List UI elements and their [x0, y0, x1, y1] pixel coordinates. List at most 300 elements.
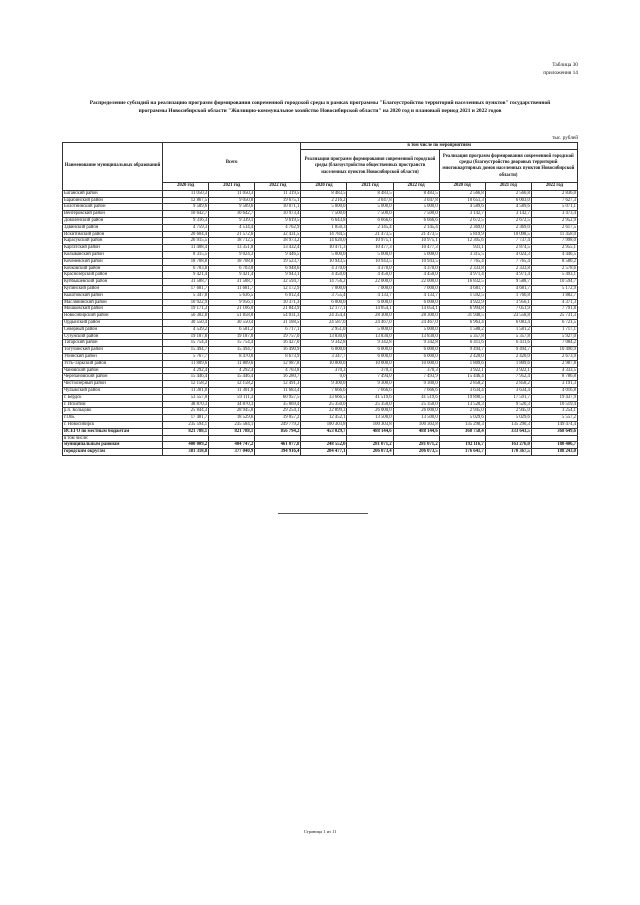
row-value: 33 666,5 — [301, 394, 347, 401]
table-row — [63, 353, 578, 360]
row-value: 6 000,0 — [347, 299, 393, 306]
row-value: 9 494,7 — [439, 347, 485, 354]
row-label: Чулымский район — [63, 387, 163, 394]
row-value: 5 927,0 — [531, 333, 577, 340]
row-value: 12 305,6 — [439, 238, 485, 245]
row-value: 25 350,0 — [301, 401, 347, 408]
row-value: 18 708,8 — [209, 258, 255, 265]
row-value: 9 342,8 — [301, 340, 347, 347]
row-value: 18 973,2 — [255, 238, 301, 245]
row-value: 368 758,4 — [439, 428, 485, 435]
row-value: 10 651,3 — [439, 197, 485, 204]
row-value: 5 357,8 — [485, 333, 531, 340]
row-value — [439, 435, 485, 442]
row-value: 4 133,7 — [347, 292, 393, 299]
row-value: 10 098,5 — [485, 231, 531, 238]
row-value: 20 604,4 — [163, 231, 209, 238]
row-label: Колыванский район — [63, 251, 163, 258]
row-value: 5 819,9 — [439, 231, 485, 238]
row-value: 2 420,0 — [439, 353, 485, 360]
row-value: 6 703,8 — [163, 265, 209, 272]
row-value: 5 636,5 — [209, 292, 255, 299]
row-value: 28 300,0 — [347, 313, 393, 320]
row-value: 5 000,0 — [301, 251, 347, 258]
row-value: 7 952,4 — [485, 374, 531, 381]
row-value: 2 420,0 — [485, 353, 531, 360]
row-value: 4 703,8 — [255, 367, 301, 374]
header-including: в том числе по мероприятиям — [301, 143, 578, 150]
table-row — [63, 272, 578, 279]
table-row — [63, 197, 578, 204]
row-value: 206 073,5 — [393, 449, 439, 456]
year-header: 2020 год — [163, 183, 209, 190]
header-public-spaces: Реализация программ формирования современной городской среды (благоустройство общественных пространств населенных пунктов Новосибирской области) — [301, 150, 439, 183]
row-value: 13 500,0 — [393, 415, 439, 422]
table-body — [63, 190, 578, 455]
table-row — [63, 367, 578, 374]
row-label: г. Бердск — [63, 394, 163, 401]
table-row — [63, 333, 578, 340]
row-value: 14 620,0 — [301, 238, 347, 245]
row-value: 15 494,7 — [209, 347, 255, 354]
table-row — [63, 326, 578, 333]
row-value: 19 171,3 — [163, 306, 209, 313]
header-name: Наименование муниципальных образований — [63, 143, 163, 191]
table-row — [63, 387, 578, 394]
row-value: 192 116,7 — [439, 442, 485, 449]
appendix-label: приложения 14 — [543, 70, 578, 76]
table-row — [63, 231, 578, 238]
row-value: 453 029,7 — [301, 428, 347, 435]
row-value: 25 350,0 — [347, 401, 393, 408]
row-value: 9 494,7 — [485, 347, 531, 354]
row-value: 2 945,0 — [439, 408, 485, 415]
table-row — [63, 204, 578, 211]
row-value: 10 973,4 — [255, 211, 301, 218]
row-label: г. Искитим — [63, 401, 163, 408]
row-value: 19 437,9 — [531, 394, 577, 401]
row-value: 6 666,6 — [347, 218, 393, 225]
table-row — [63, 394, 578, 401]
row-value: 32 594,7 — [255, 279, 301, 286]
row-value: 6 717,1 — [255, 326, 301, 333]
row-value: 4 539,2 — [163, 326, 209, 333]
row-value: 41 519,6 — [393, 394, 439, 401]
row-value: 4 514,4 — [209, 224, 255, 231]
row-value: 7 666,6 — [393, 387, 439, 394]
row-value: 370,3 — [393, 367, 439, 374]
row-value: 2 566,8 — [485, 190, 531, 197]
row-value: 9 446,5 — [255, 251, 301, 258]
year-header: 2021 год — [485, 183, 531, 190]
row-value: 281 071,2 — [347, 442, 393, 449]
row-value: 8 483,5 — [301, 190, 347, 197]
row-value: 7 494,0 — [347, 374, 393, 381]
row-value: 15 446,4 — [209, 374, 255, 381]
row-value: 1 850,3 — [301, 224, 347, 231]
row-value: 4 370,0 — [393, 265, 439, 272]
row-value: 7 791,8 — [531, 306, 577, 313]
row-value: 2 369,0 — [485, 224, 531, 231]
row-value: 4 450,0 — [301, 272, 347, 279]
row-label: Болотнинский район — [63, 204, 163, 211]
row-value: 7 666,6 — [301, 387, 347, 394]
table-row — [63, 347, 578, 354]
row-value: 370,3 — [301, 367, 347, 374]
row-value: 1 588,2 — [439, 326, 485, 333]
row-value: 2 145,4 — [347, 224, 393, 231]
row-value: 54 031,3 — [255, 313, 301, 320]
row-value: 11 809,6 — [163, 360, 209, 367]
row-value: 149 474,4 — [531, 421, 577, 428]
row-value: 8 786,8 — [531, 374, 577, 381]
row-value: 3 473,4 — [531, 211, 577, 218]
table-row — [63, 435, 578, 442]
row-label: Северный район — [63, 326, 163, 333]
row-value: 21 572,6 — [209, 231, 255, 238]
row-value: 10 594,7 — [531, 279, 577, 286]
row-value: 10 477,3 — [347, 245, 393, 252]
row-value: 12 158,2 — [163, 381, 209, 388]
row-label: Ордынский район — [63, 319, 163, 326]
row-value: 9 421,4 — [209, 272, 255, 279]
separator-line — [278, 513, 368, 514]
row-value: 1 592,5 — [439, 292, 485, 299]
row-value: 368 649,6 — [531, 428, 577, 435]
row-value: 2 952,9 — [531, 218, 577, 225]
row-value: 60 957,5 — [255, 394, 301, 401]
row-label: Куйбышевский район — [63, 279, 163, 286]
row-value: 6 643,8 — [301, 218, 347, 225]
row-value: 9 589,6 — [209, 204, 255, 211]
row-value — [209, 435, 255, 442]
row-value: 4 016,8 — [531, 387, 577, 394]
row-value: 281 071,2 — [393, 442, 439, 449]
row-value: 5 000,0 — [393, 204, 439, 211]
row-value: 821 788,1 — [209, 428, 255, 435]
row-value: 11 809,6 — [209, 360, 255, 367]
row-value: 6 994,8 — [439, 306, 485, 313]
row-value: 235 594,1 — [163, 421, 209, 428]
row-value: 18 708,8 — [163, 258, 209, 265]
row-value: 249 779,2 — [255, 421, 301, 428]
row-value: 8 483,5 — [347, 190, 393, 197]
row-value: 5 000,0 — [347, 204, 393, 211]
row-value: 13 830,0 — [347, 333, 393, 340]
row-value: 2 566,8 — [439, 190, 485, 197]
row-label: ВСЕГО по местным бюджетам — [63, 428, 163, 435]
row-value: 5 000,0 — [347, 251, 393, 258]
row-value: 5 357,8 — [439, 333, 485, 340]
row-value: 25 731,3 — [531, 313, 577, 320]
row-label: городским округам — [63, 449, 163, 456]
row-value: 19 057,2 — [255, 415, 301, 422]
row-value: 19 187,8 — [209, 333, 255, 340]
row-value: 10 000,0 — [393, 360, 439, 367]
row-value: 13 830,0 — [393, 333, 439, 340]
row-value: 3 315,5 — [439, 251, 485, 258]
row-value: 4 759,3 — [163, 224, 209, 231]
row-label: Черепановский район — [63, 374, 163, 381]
row-value: 8 673,9 — [255, 353, 301, 360]
table-row — [63, 218, 578, 225]
row-value — [255, 435, 301, 442]
row-value: 2 955,1 — [531, 245, 577, 252]
row-value: 6 000,0 — [347, 347, 393, 354]
row-value: 3 634,4 — [439, 387, 485, 394]
row-value: 2 216,2 — [301, 197, 347, 204]
row-value: 6 666,6 — [393, 218, 439, 225]
row-value: 3 142,7 — [439, 211, 485, 218]
row-label: Маслянинский район — [63, 299, 163, 306]
row-value: 6 000,0 — [301, 299, 347, 306]
year-header: 2021 год — [209, 183, 255, 190]
table-row — [63, 238, 578, 245]
row-value: 10 922,9 — [163, 299, 209, 306]
row-value: 24 587,0 — [301, 319, 347, 326]
row-value: 2 617,5 — [531, 224, 577, 231]
year-header: 2021 год — [347, 183, 393, 190]
row-label: Тогучинский район — [63, 347, 163, 354]
row-value: 22 000,0 — [393, 279, 439, 286]
row-value: 4 370,0 — [347, 265, 393, 272]
row-value: 7 500,0 — [393, 211, 439, 218]
row-value: 206 073,4 — [347, 449, 393, 456]
row-value: 4 450,0 — [393, 272, 439, 279]
row-value: 3 254,1 — [531, 408, 577, 415]
row-value: 170 367,5 — [485, 449, 531, 456]
row-value: 370,3 — [347, 367, 393, 374]
table-row — [63, 421, 578, 428]
row-value: 11 301,0 — [209, 387, 255, 394]
row-value: 12 158,2 — [209, 381, 255, 388]
row-value: 15 494,7 — [163, 347, 209, 354]
row-value: 10 943,5 — [393, 258, 439, 265]
row-label: Купинский район — [63, 285, 163, 292]
row-value: 51 858,8 — [209, 313, 255, 320]
row-value: 176 641,7 — [439, 449, 485, 456]
row-value: 16 490,9 — [255, 347, 301, 354]
table-row — [63, 292, 578, 299]
row-value: 21 473,5 — [347, 231, 393, 238]
row-value: 56 302,8 — [163, 313, 209, 320]
row-value: 5 029,6 — [485, 415, 531, 422]
row-value: 3 347,7 — [301, 353, 347, 360]
row-value: 7 998,0 — [531, 238, 577, 245]
table-row — [63, 299, 578, 306]
row-value: 5 000,0 — [347, 326, 393, 333]
row-value: 2 945,0 — [485, 408, 531, 415]
row-value: 31 588,7 — [163, 279, 209, 286]
row-value: 15 754,4 — [163, 340, 209, 347]
row-value: 9 050,8 — [209, 197, 255, 204]
row-value: 4 922,9 — [439, 299, 485, 306]
row-value: 59 111,3 — [209, 394, 255, 401]
row-value: 25 844,3 — [163, 408, 209, 415]
row-value: 18 712,5 — [209, 238, 255, 245]
row-value: 14 784,5 — [301, 231, 347, 238]
row-value: 13 830,0 — [301, 333, 347, 340]
row-value: 26 000,0 — [393, 408, 439, 415]
row-value: 13 500,0 — [347, 415, 393, 422]
row-value: 4 762,9 — [255, 224, 301, 231]
row-value: 21 473,5 — [393, 231, 439, 238]
row-label: Чистоозерный район — [63, 381, 163, 388]
row-label: Усть-Таркский район — [63, 360, 163, 367]
table-row — [63, 428, 578, 435]
row-value: 13 351,8 — [209, 245, 255, 252]
row-value: 7 000,0 — [347, 285, 393, 292]
row-value: 3 634,4 — [485, 387, 531, 394]
table-row — [63, 258, 578, 265]
row-value: 9 300,0 — [347, 381, 393, 388]
document-title — [62, 99, 578, 115]
row-value: 19 523,7 — [255, 258, 301, 265]
row-label: г.Обь — [63, 415, 163, 422]
row-value: 7 493,9 — [393, 374, 439, 381]
row-value: 18 529,6 — [209, 415, 255, 422]
row-value: 821 788,1 — [163, 428, 209, 435]
row-value: 7 000,0 — [393, 285, 439, 292]
row-value: 2 874,5 — [485, 245, 531, 252]
row-value: 7 765,4 — [439, 258, 485, 265]
row-value: 10 642,7 — [209, 211, 255, 218]
row-value: 8 315,5 — [163, 251, 209, 258]
row-value: 9 619,5 — [255, 218, 301, 225]
row-value: 11 408,4 — [163, 245, 209, 252]
row-value: 7 765,4 — [485, 258, 531, 265]
row-value: 2 145,4 — [393, 224, 439, 231]
row-value: 9 342,8 — [393, 340, 439, 347]
row-label: Краснозерский район — [63, 272, 163, 279]
subsidy-table — [62, 142, 578, 456]
row-value: 7 500,0 — [301, 211, 347, 218]
row-value: 1 581,2 — [485, 326, 531, 333]
row-value: 14 054,1 — [347, 306, 393, 313]
row-value: 4 371,3 — [531, 299, 577, 306]
row-value: 6 721,5 — [531, 319, 577, 326]
row-value: 2 858,2 — [485, 381, 531, 388]
row-value: 188 243,0 — [531, 449, 577, 456]
row-value: 10 975,1 — [347, 238, 393, 245]
table-row — [63, 224, 578, 231]
table-row — [63, 401, 578, 408]
table-row — [63, 340, 578, 347]
table-row — [63, 415, 578, 422]
table-row — [63, 251, 578, 258]
year-header: 2020 год — [439, 183, 485, 190]
row-value: 931,1 — [439, 245, 485, 252]
row-value: 10 642,7 — [163, 211, 209, 218]
row-value — [531, 435, 577, 442]
row-label: Чановский район — [63, 367, 163, 374]
row-value: 100 303,8 — [301, 421, 347, 428]
table-row — [63, 374, 578, 381]
row-value: 2 333,8 — [439, 265, 485, 272]
row-value: 1 717,1 — [531, 326, 577, 333]
row-value: 28 945,0 — [209, 408, 255, 415]
row-label: Новосибирский район — [63, 313, 163, 320]
row-value: 4 446,5 — [531, 251, 577, 258]
row-value: 17 591,7 — [485, 394, 531, 401]
row-value: 5 493,1 — [531, 272, 577, 279]
row-value: 4 292,4 — [163, 367, 209, 374]
row-value: 10 471,3 — [301, 245, 347, 252]
row-value: 9 300,0 — [393, 381, 439, 388]
row-label: Коченевский район — [63, 258, 163, 265]
row-value: 21 843,9 — [255, 306, 301, 313]
row-value: 6 948,6 — [255, 265, 301, 272]
row-value — [393, 435, 439, 442]
row-value: 9 024,3 — [209, 251, 255, 258]
row-value: 4 370,0 — [301, 265, 347, 272]
row-label: Кочковский район — [63, 265, 163, 272]
row-value: 6 411,6 — [485, 340, 531, 347]
row-value: 3 755,4 — [301, 292, 347, 299]
row-value: 461 077,8 — [255, 442, 301, 449]
year-header: 2022 год — [531, 183, 577, 190]
row-value: 11 458,0 — [531, 231, 577, 238]
row-value: 19 890,5 — [439, 394, 485, 401]
row-value: 488 144,6 — [393, 428, 439, 435]
row-label: Искитимский район — [63, 231, 163, 238]
row-value: 4 681,7 — [485, 285, 531, 292]
row-value: 6 411,6 — [439, 340, 485, 347]
row-value: 4 292,4 — [209, 367, 255, 374]
row-value: 10 943,5 — [347, 258, 393, 265]
row-value — [485, 435, 531, 442]
row-value: 24 467,0 — [393, 319, 439, 326]
table-row — [63, 319, 578, 326]
row-value: 1 882,7 — [531, 292, 577, 299]
row-value: 12 177,1 — [301, 306, 347, 313]
row-value: 7 084,2 — [531, 340, 577, 347]
row-value: 6 083,4 — [485, 319, 531, 326]
row-value: 381 318,8 — [163, 449, 209, 456]
row-value: 12 491,3 — [255, 381, 301, 388]
row-value: 4 133,7 — [393, 292, 439, 299]
row-value: 23 558,8 — [485, 313, 531, 320]
row-value: 14 756,2 — [301, 279, 347, 286]
row-value: 12 987,8 — [255, 360, 301, 367]
row-value: 4 971,4 — [439, 272, 485, 279]
row-value: 3 142,7 — [485, 211, 531, 218]
row-value: 12 172,9 — [255, 285, 301, 292]
row-value: 16 280,7 — [255, 374, 301, 381]
row-value: 28 300,0 — [393, 313, 439, 320]
row-value: 9 316,3 — [163, 218, 209, 225]
row-value: 10 975,1 — [393, 238, 439, 245]
row-value: 180 406,7 — [531, 442, 577, 449]
table-row — [63, 381, 578, 388]
row-value: 9 520,3 — [485, 401, 531, 408]
row-value: 32 431,5 — [255, 231, 301, 238]
units-label: тыс. рублей — [552, 135, 578, 141]
row-value: 26 915,5 — [163, 238, 209, 245]
row-value: 38 870,3 — [163, 401, 209, 408]
table-row — [63, 408, 578, 415]
row-value: 25 350,0 — [393, 401, 439, 408]
row-value: 4 589,6 — [485, 204, 531, 211]
row-value: 100 303,8 — [393, 421, 439, 428]
row-label: Доволенский район — [63, 218, 163, 225]
table-row — [63, 265, 578, 272]
row-value: 2 951,0 — [301, 326, 347, 333]
row-value: 3 191,3 — [531, 381, 577, 388]
table-row — [63, 449, 578, 456]
row-value: 35 869,4 — [255, 401, 301, 408]
row-value: 19 187,8 — [163, 333, 209, 340]
